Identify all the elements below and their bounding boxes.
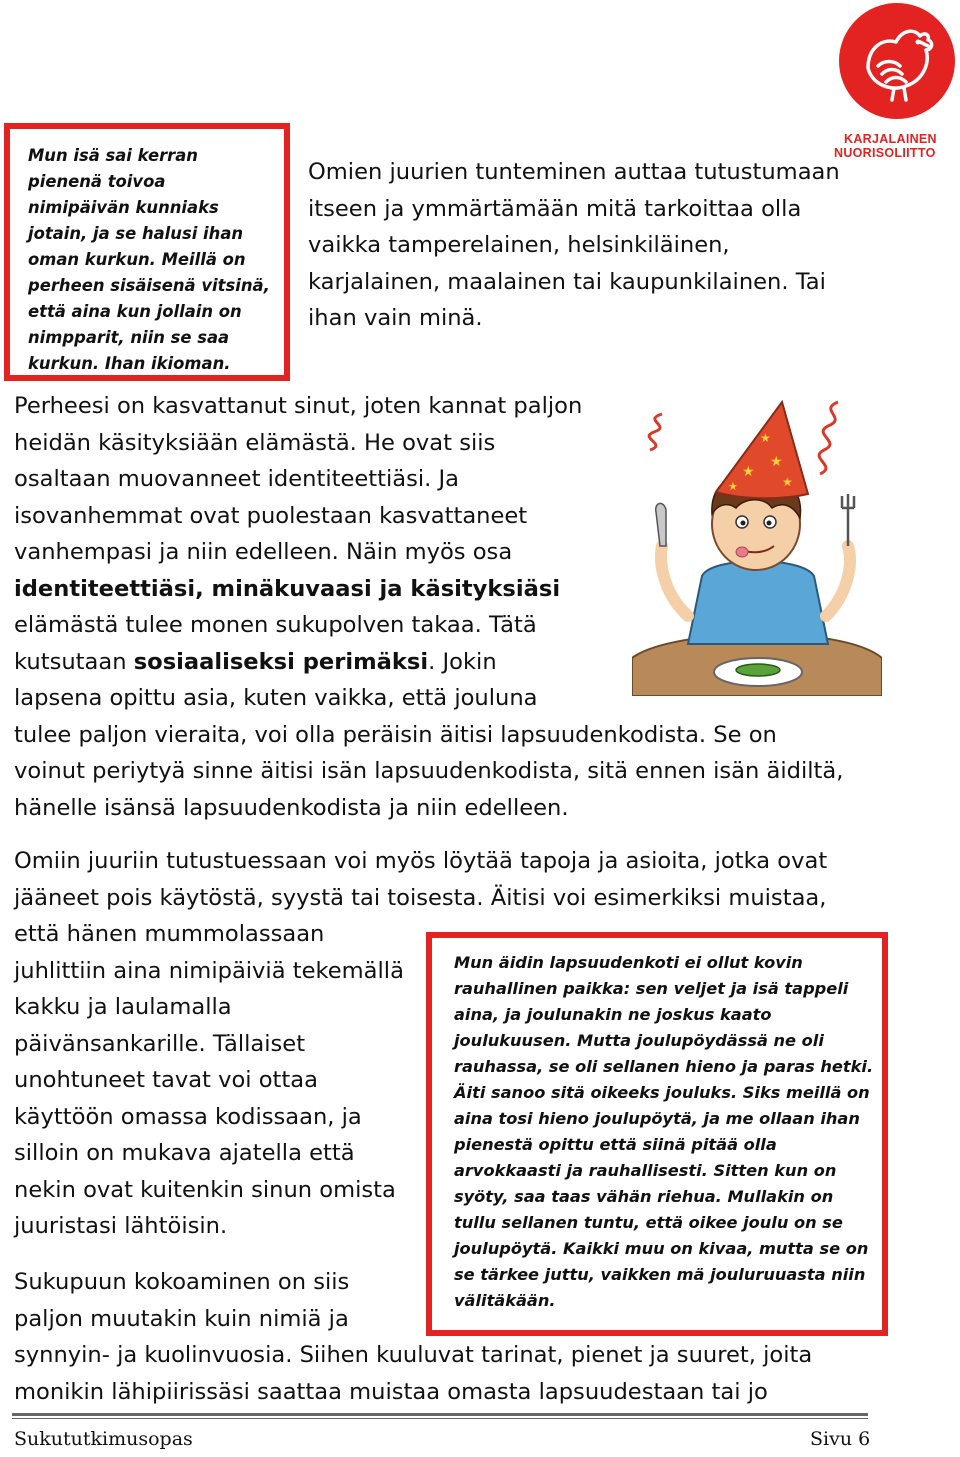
quote-line: joulukuusen. Mutta joulupöydässä ne oli — [454, 1031, 824, 1050]
text-segment: . Jokin — [428, 648, 497, 675]
quote-box-top — [4, 123, 290, 381]
text-line: paljon muutakin kuin nimiä ja — [14, 1305, 349, 1332]
footer-title: Sukututkimusopas — [14, 1428, 193, 1450]
paragraph-social-inheritance — [14, 388, 843, 826]
quote-line: arvokkaasti ja rauhallisesti. Sitten kun on — [454, 1161, 837, 1180]
text-line: jääneet pois käytöstä, syystä tai toisesta. Äitisi voi esimerkiksi muistaa, — [14, 884, 827, 911]
quote-line: Mun äidin lapsuudenkoti ei ollut kovin — [454, 953, 803, 972]
quote-line: perheen sisäisenä vitsinä, — [28, 276, 270, 295]
footer-divider — [12, 1418, 868, 1419]
text-line: tulee paljon vieraita, voi olla peräisin äitisi lapsuudenkodista. Se on — [14, 721, 777, 748]
logo-name-line1: KARJALAINEN — [844, 132, 937, 146]
text-line: juuristasi lähtöisin. — [14, 1213, 228, 1239]
text-line: nekin ovat kuitenkin sinun omista — [14, 1176, 396, 1203]
text-line: lapsena opittu asia, kuten vaikka, että jouluna — [14, 685, 538, 711]
quote-line: välitäkään. — [454, 1291, 556, 1310]
text-line: silloin on mukava ajatella että — [14, 1140, 355, 1166]
quote-line: että aina kun jollain on — [28, 302, 242, 321]
quote-line: se tärkee juttu, vaikken mä jouluruuasta niin — [454, 1265, 866, 1284]
text-line: itseen ja ymmärtämään mitä tarkoittaa olla — [308, 195, 802, 222]
quote-line: Äiti sanoo sitä oikeeks jouluks. Siks meillä on — [454, 1083, 870, 1102]
text-line: isovanhemmat ovat puolestaan kasvattaneet — [14, 502, 528, 529]
quote-line: rauhallinen paikka: sen veljet ja isä tappeli — [454, 979, 849, 998]
text-line: käyttöön omassa kodissaan, ja — [14, 1103, 362, 1130]
text-line: Perheesi on kasvattanut sinut, joten kannat paljon — [14, 393, 583, 419]
quote-line: joulupöytä. Kaikki muu on kivaa, mutta se on — [454, 1239, 869, 1258]
text-line: voinut periytyä sinne äitisi isän lapsuudenkodista, sitä ennen isän äidiltä, — [14, 758, 844, 784]
text-line: juhlittiin aina nimipäiviä tekemällä — [14, 957, 404, 984]
quote-line: pienestä opittu että siinä pitää olla — [454, 1135, 777, 1154]
quote-line: aina tosi hieno joulupöytä, ja me ollaan ihan — [454, 1109, 860, 1128]
svg-text:★: ★ — [782, 475, 793, 489]
quote-line: tullu sellanen tuntu, että oikee joulu on se — [454, 1213, 843, 1232]
rooster-icon — [838, 2, 956, 120]
bold-phrase: sosiaaliseksi perimäksi — [133, 648, 429, 675]
text-line: kakku ja laulamalla — [14, 994, 232, 1020]
text-line: Omien juurien tunteminen auttaa tutustumaan — [308, 159, 840, 185]
quote-line: nimipäivän kunniaks — [28, 198, 219, 217]
text-line-bold — [14, 571, 843, 608]
text-line: karjalainen, maalainen tai kaupunkilainen. Tai — [308, 268, 826, 295]
logo — [834, 2, 956, 160]
text-line: Omiin juuriin tutustuessaan voi myös löytää tapoja ja asioita, jotka ovat — [14, 848, 828, 874]
text-line — [14, 644, 843, 681]
svg-text:★: ★ — [770, 454, 783, 470]
text-line: synnyin- ja kuolinvuosia. Siihen kuuluvat tarinat, pienet ja suuret, joita — [14, 1342, 813, 1368]
text-line: osaltaan muovanneet identiteettiäsi. Ja — [14, 466, 460, 492]
svg-text:★: ★ — [760, 431, 771, 445]
text-line: elämästä tulee monen sukupolven takaa. Tätä — [14, 612, 537, 638]
quote-line: rauhassa, se oli sellanen hieno ja paras hetki. — [454, 1057, 874, 1076]
quote-line: oman kurkun. Meillä on — [28, 250, 246, 269]
quote-line: nimpparit, niin se saa — [28, 328, 230, 347]
quote-line: Mun isä sai kerran — [28, 146, 198, 165]
paragraph-family-tree — [14, 1264, 812, 1410]
text-line: unohtuneet tavat voi ottaa — [14, 1067, 318, 1093]
text-segment: kutsutaan — [14, 648, 134, 675]
svg-text:★: ★ — [742, 464, 755, 480]
quote-line: jotain, ja se halusi ihan — [28, 224, 244, 243]
text-line: ihan vain minä. — [308, 305, 483, 331]
quote-line: syöty, saa taas vähän riehua. Mullakin on — [454, 1187, 834, 1206]
intro-paragraph — [308, 154, 840, 337]
text-line: heidän käsityksiään elämästä. He ovat siis — [14, 429, 496, 456]
text-line: että hänen mummolassaan — [14, 921, 325, 947]
quote-line: pienenä toivoa — [28, 172, 166, 191]
text-line: Sukupuun kokoaminen on siis — [14, 1269, 350, 1295]
text-line: hänelle isänsä lapsuudenkodista ja niin edelleen. — [14, 794, 569, 821]
text-line: päivänsankarille. Tällaiset — [14, 1030, 306, 1057]
quote-line: kurkun. Ihan ikioman. — [28, 354, 231, 373]
text-line: vanhempasi ja niin edelleen. Näin myös osa — [14, 539, 513, 565]
bold-phrase: identiteettiäsi, minäkuvaasi ja käsityksiäsi — [14, 575, 561, 602]
svg-text:★: ★ — [728, 480, 738, 493]
text-line: monikin lähipiirissäsi saattaa muistaa omasta lapsuudestaan tai jo — [14, 1378, 768, 1405]
quote-line: aina, ja joulunakin ne joskus kaato — [454, 1005, 772, 1024]
logo-name-line2: NUORISOLIITTO — [834, 146, 936, 160]
footer-divider — [12, 1413, 868, 1416]
text-line: vaikka tamperelainen, helsinkiläinen, — [308, 232, 730, 258]
page-number: Sivu 6 — [810, 1428, 871, 1450]
